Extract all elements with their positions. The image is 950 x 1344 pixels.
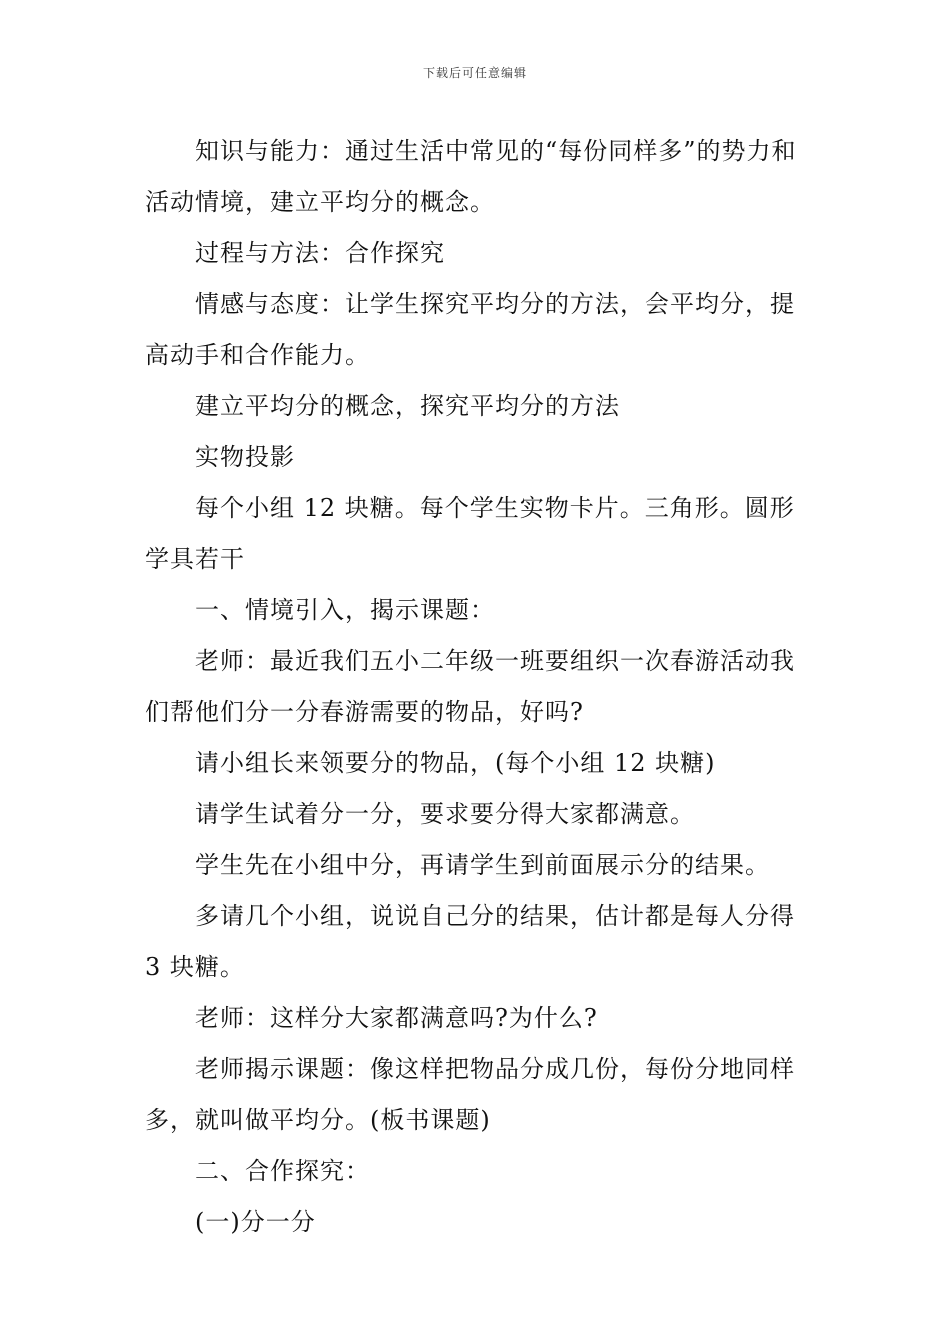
paragraph-key-points: 建立平均分的概念，探究平均分的方法 [195, 392, 620, 420]
page-header: 下载后可任意编辑 [422, 66, 527, 80]
paragraph-teacher-question: 老师：这样分大家都满意吗?为什么? [195, 1004, 598, 1032]
paragraph-emotion-attitude: 情感与态度：让学生探究平均分的方法，会平均分，提高动手和合作能力。 [145, 290, 795, 369]
section-heading-intro: 一、情境引入，揭示课题： [195, 596, 495, 624]
paragraph-teacher-intro: 老师：最近我们五小二年级一班要组织一次春游活动我们帮他们分一分春游需要的物品，好吗? [145, 647, 795, 726]
paragraph-teaching-aids: 实物投影 [195, 443, 295, 471]
paragraph-group-leader: 请小组长来领要分的物品，(每个小组 12 块糖) [195, 749, 716, 777]
paragraph-knowledge-ability: 知识与能力：通过生活中常见的“每份同样多”的势力和活动情境，建立平均分的概念。 [145, 137, 797, 216]
section-heading-cooperate: 二、合作探究： [195, 1157, 370, 1185]
paragraph-reveal-topic: 老师揭示课题：像这样把物品分成几份，每份分地同样多，就叫做平均分。(板书课题) [145, 1055, 795, 1134]
paragraph-process-method: 过程与方法：合作探究 [195, 239, 445, 267]
paragraph-show-results: 学生先在小组中分，再请学生到前面展示分的结果。 [195, 851, 770, 879]
subsection-heading-divide: (一)分一分 [195, 1208, 316, 1236]
document-body [145, 126, 810, 1248]
paragraph-materials: 每个小组 12 块糖。每个学生实物卡片。三角形。圆形学具若干 [145, 494, 795, 573]
paragraph-try-divide: 请学生试着分一分，要求要分得大家都满意。 [195, 800, 695, 828]
paragraph-more-groups: 多请几个小组，说说自己分的结果，估计都是每人分得 3 块糖。 [145, 902, 795, 981]
